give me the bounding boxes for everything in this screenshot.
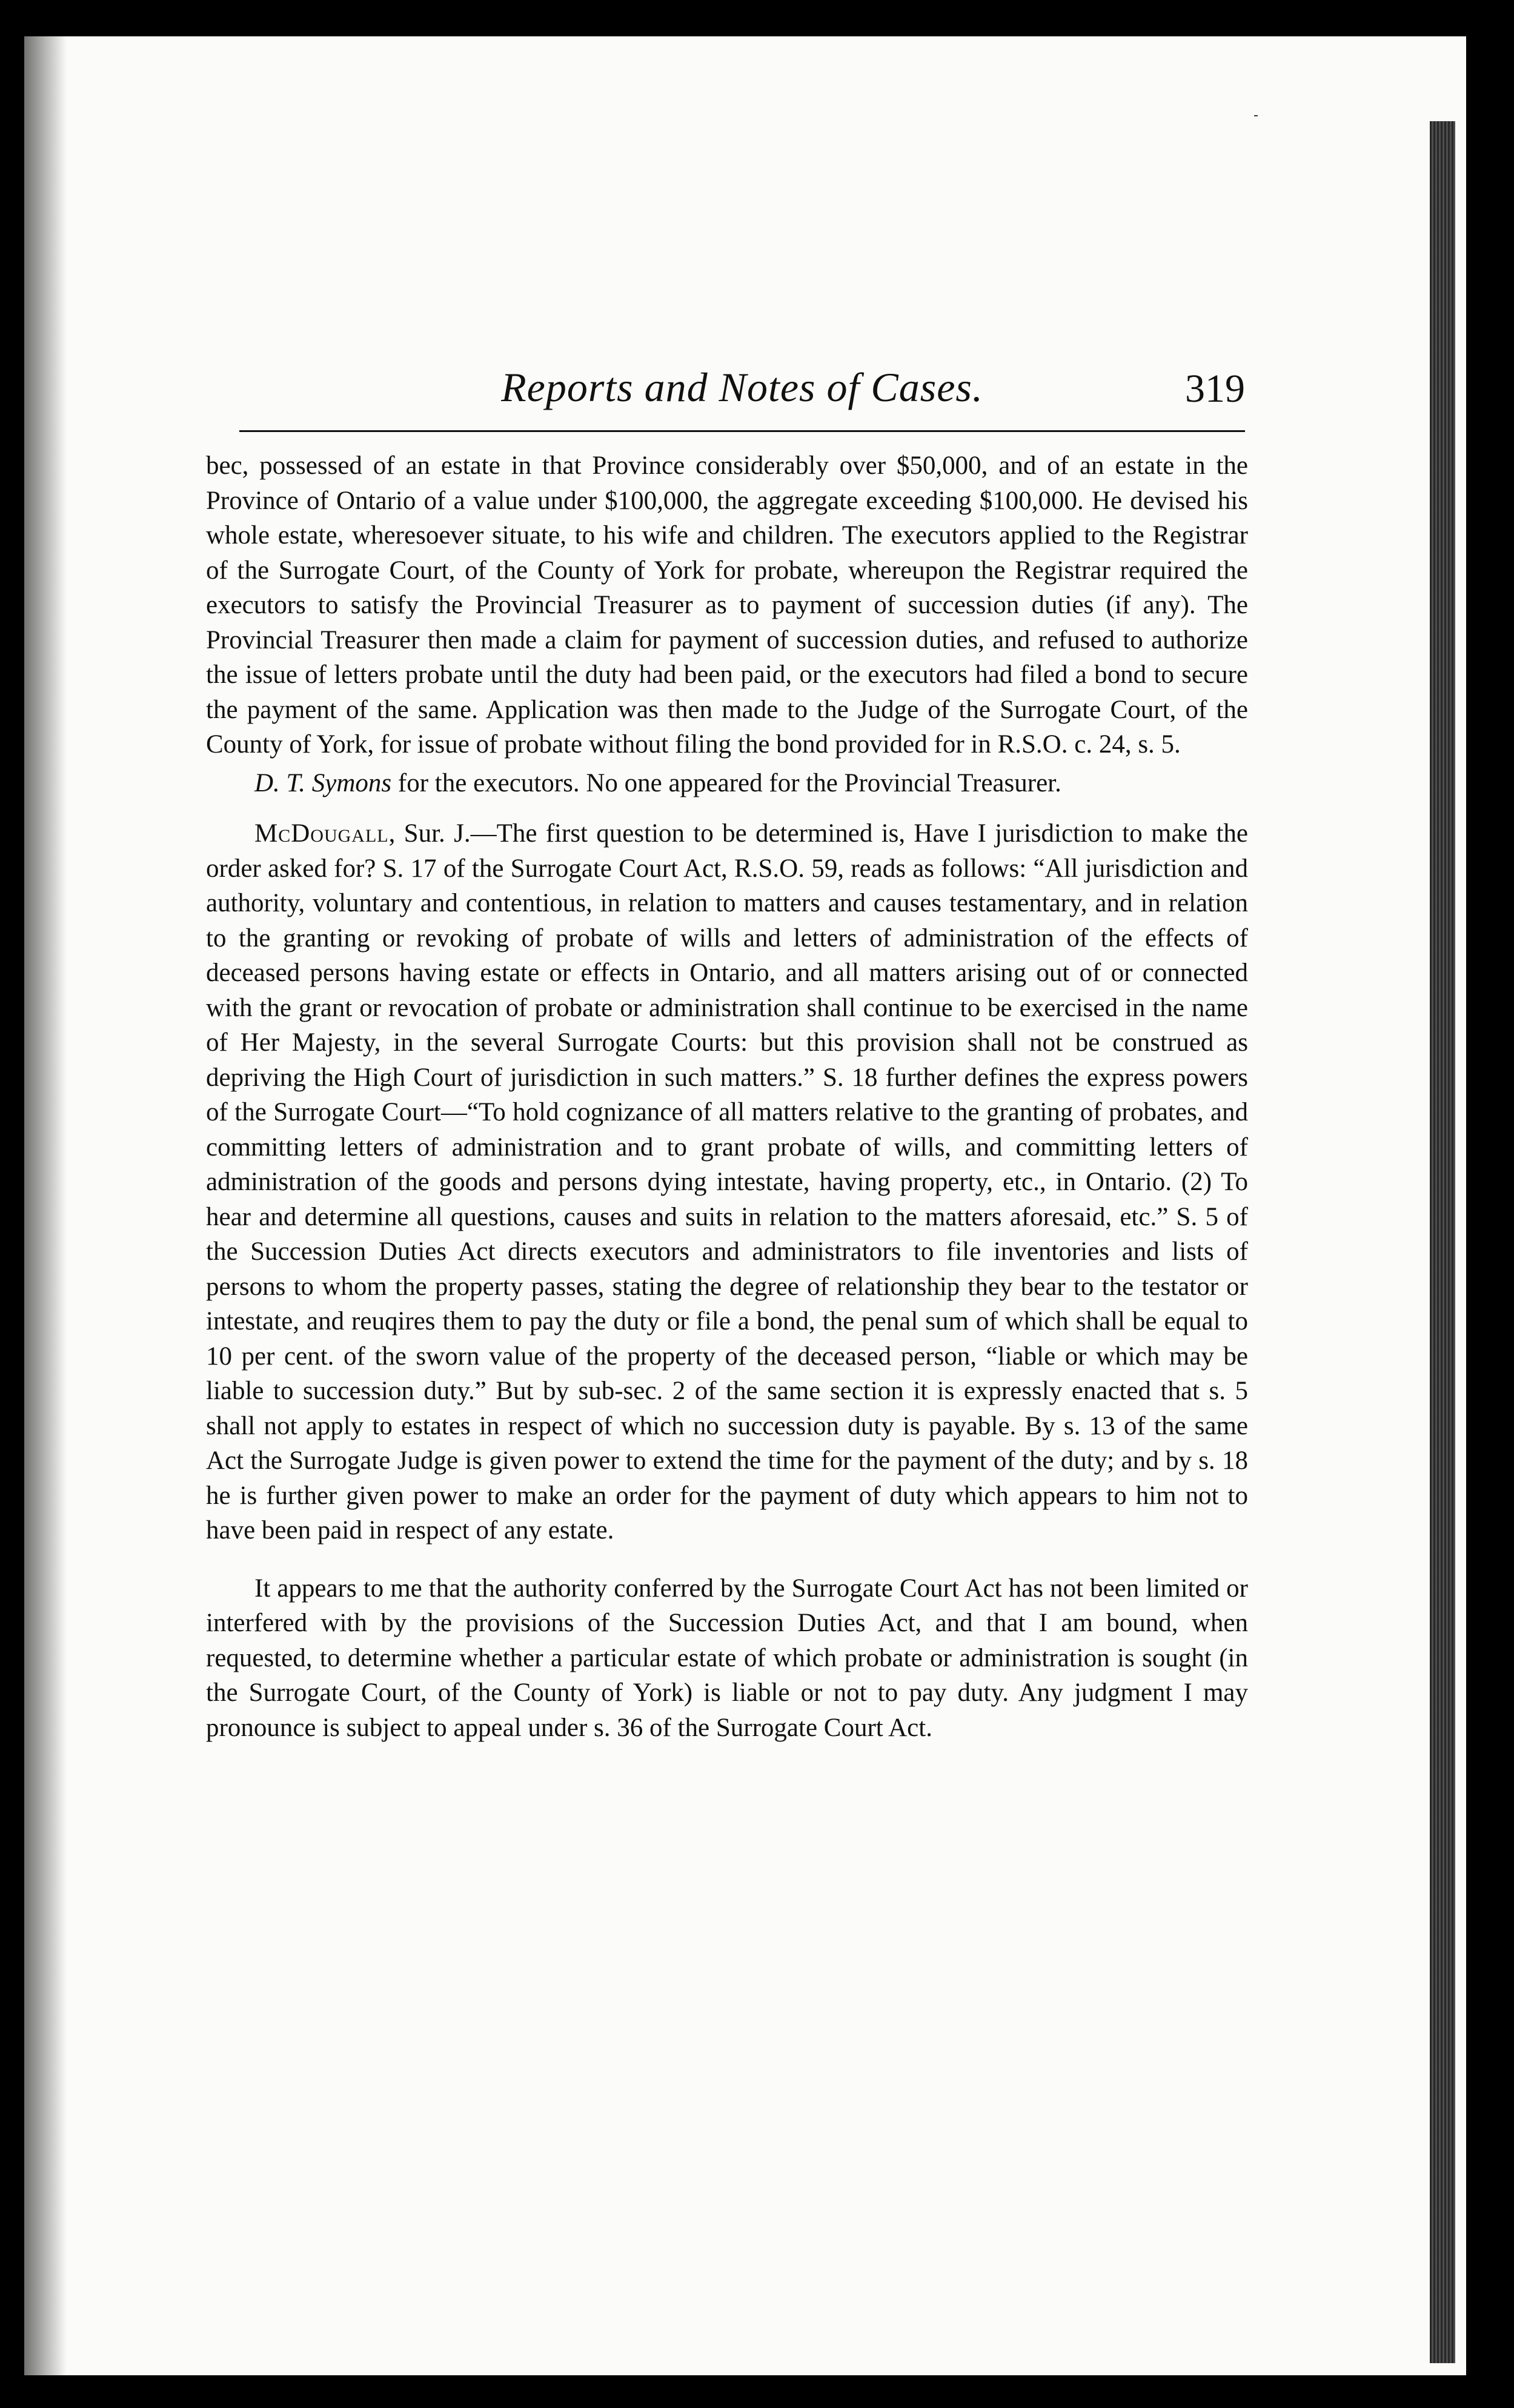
page-number: 319: [1185, 367, 1245, 411]
counsel-appearance-text: for the executors. No one appeared for the Provincial Treasurer.: [391, 768, 1061, 797]
page-edge-stack: [1430, 121, 1455, 2363]
left-page-shadow: [24, 36, 67, 2375]
paragraph-judgment: [206, 816, 1248, 1548]
body-text: [206, 448, 1248, 1745]
paragraph-counsel: [206, 766, 1248, 801]
judgment-text: , Sur. J.—The first question to be determined is, Have I jurisdiction to make the order asked for? S. 17 of the Surrogate Court Act, R.S.O. 59, reads as follows: “All jurisdiction and authority, voluntary and contentious, in relation to matters and causes testamentary, and in relation to the granting or revoking of probate of wills and letters of administration of the effects of deceased persons having estate or effects in Ontario, and all matters arising out of or connected with the grant or revocation of probate or administration shall continue to be exercised in the name of Her Majesty, in the several Surrogate Courts: but this provision shall not be construed as depriving the High Court of jurisdiction in such matters.” S. 18 further defines the express powers of the Surrogate Court—“To hold cognizance of all matters relative to the granting of probates, and committing letters of administration and to grant probate of wills, and committing letters of administration of the goods and persons dying intestate, having property, etc., in Ontario. (2) To hear and determine all questions, causes and suits in relation to the matters aforesaid, etc.” S. 5 of the Succession Duties Act directs executors and administrators to file inventories and lists of persons to whom the property passes, stating the degree of relationship they bear to the testator or intestate, and reuqires them to pay the duty or file a bond, the penal sum of which shall be equal to 10 per cent. of the sworn value of the property of the deceased person, “liable or which may be liable to succession duty.” But by sub-sec. 2 of the same section it is expressly enacted that s. 5 shall not apply to estates in respect of which no succession duty is payable. By s. 13 of the same Act the Surrogate Judge is given power to extend the time for the payment of the duty; and by s. 18 he is further given power to make an order for the payment of duty which appears to him not to have been paid in respect of any estate.: [206, 819, 1248, 1545]
scanned-page: [24, 36, 1466, 2375]
paragraph-case-facts: bec, possessed of an estate in that Province considerably over $50,000, and of an estate in the Province of Ontario of a value under $100,000, the aggregate exceeding $100,000. He devised his whole estate, wheresoever situate, to his wife and children. The executors applied to the Registrar of the Surrogate Court, of the County of York for probate, whereupon the Registrar required the executors to satisfy the Provincial Treasurer as to payment of succession duties (if any). The Provincial Treasurer then made a claim for payment of succession duties, and refused to authorize the issue of letters probate until the duty had been paid, or the executors had filed a bond to secure the payment of the same. Application was then made to the Judge of the Surrogate Court, of the County of York, for issue of probate without filing the bond provided for in R.S.O. c. 24, s. 5.: [206, 451, 1248, 759]
page-header: [239, 364, 1245, 432]
judge-name: McDougall: [254, 819, 389, 848]
counsel-name: D. T. Symons: [254, 768, 392, 797]
paragraph-conclusion: It appears to me that the authority conferred by the Surrogate Court Act has not been limited or interfered with by the provisions of the Succession Duties Act, and that I am bound, when requested, to determine whether a particular estate of which probate or administration is sought (in the Surrogate Court, of the County of York) is liable or not to pay duty. Any judgment I may pronounce is subject to appeal under s. 36 of the Surrogate Court Act.: [206, 1574, 1248, 1742]
running-head: Reports and Notes of Cases.: [501, 364, 983, 410]
ink-speck: [1254, 115, 1258, 116]
